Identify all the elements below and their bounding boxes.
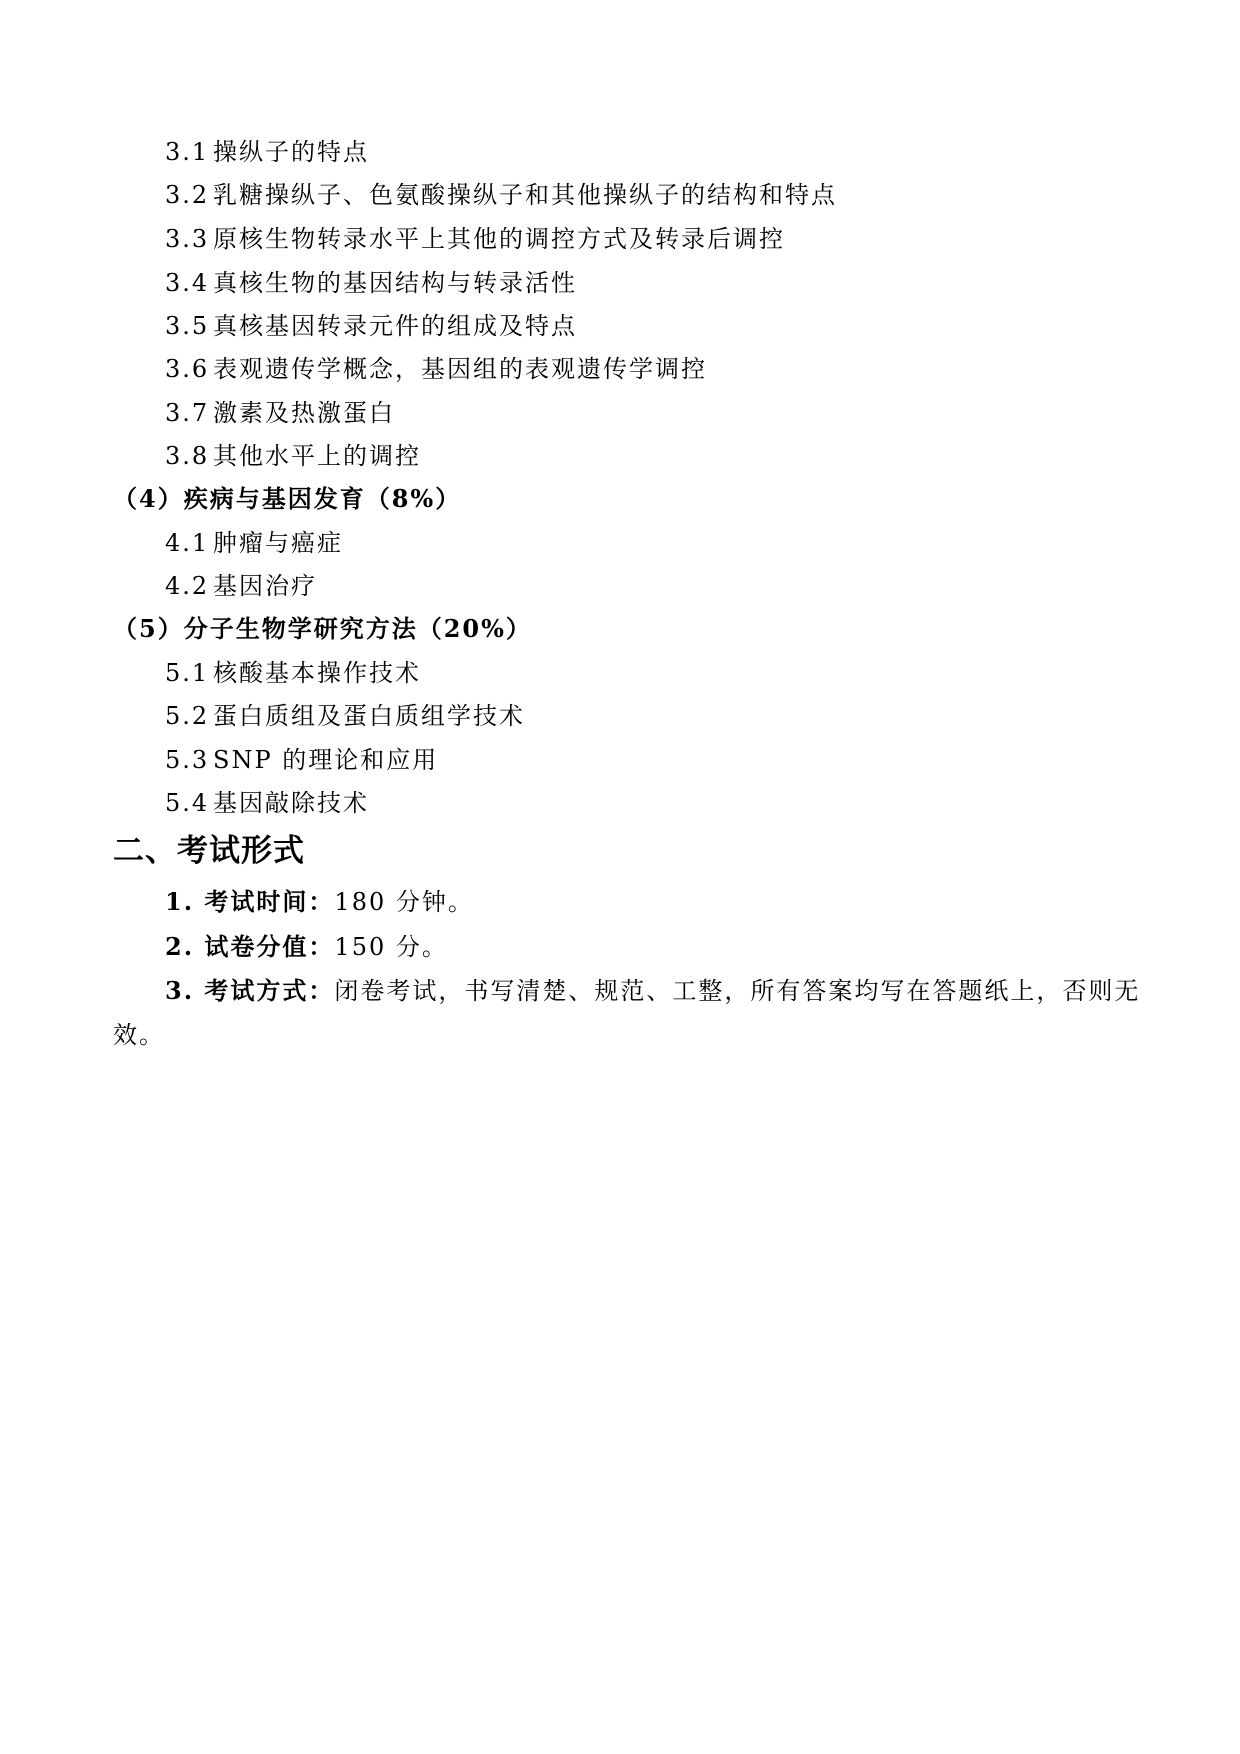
outline-item-5-3 <box>165 748 438 772</box>
exam-method-label: 3. 考试方式： <box>165 976 335 1005</box>
section-heading-4: （4）疾病与基因发育（8%） <box>113 484 462 513</box>
item-text: 基因敲除技术 <box>213 789 369 817</box>
exam-method-line <box>165 976 1141 1005</box>
item-text: 激素及热激蛋白 <box>213 399 395 427</box>
outline-item-4-2 <box>165 574 317 598</box>
item-text: 基因治疗 <box>213 572 317 600</box>
outline-item-3-2 <box>165 183 837 207</box>
item-number: 3.8 <box>165 442 210 470</box>
item-text: 原核生物转录水平上其他的调控方式及转录后调控 <box>213 225 785 253</box>
outline-item-3-1 <box>165 140 369 164</box>
outline-item-5-2 <box>165 704 525 728</box>
exam-time-line <box>165 887 474 916</box>
item-text: 肿瘤与癌症 <box>213 529 343 557</box>
item-text: 表观遗传学概念，基因组的表观遗传学调控 <box>213 355 707 383</box>
item-text: SNP 的理论和应用 <box>213 746 439 774</box>
item-number: 3.4 <box>165 269 210 297</box>
item-number: 3.5 <box>165 312 210 340</box>
outline-item-5-1 <box>165 661 421 685</box>
outline-item-3-5 <box>165 314 577 338</box>
exam-method-value: 闭卷考试，书写清楚、规范、工整，所有答案均写在答题纸上，否则无 <box>334 977 1141 1005</box>
item-text: 其他水平上的调控 <box>213 442 421 470</box>
item-number: 3.6 <box>165 355 210 383</box>
outline-item-3-8 <box>165 444 421 468</box>
exam-score-line <box>165 932 448 961</box>
outline-item-5-4 <box>165 791 369 815</box>
item-text: 操纵子的特点 <box>213 138 369 166</box>
exam-time-label: 1. 考试时间： <box>165 887 335 916</box>
exam-score-label: 2. 试卷分值： <box>165 932 335 961</box>
item-number: 5.4 <box>165 789 210 817</box>
section-heading-5: （5）分子生物学研究方法（20%） <box>113 614 532 643</box>
outline-item-4-1 <box>165 531 343 555</box>
item-text: 蛋白质组及蛋白质组学技术 <box>213 702 525 730</box>
item-text: 乳糖操纵子、色氨酸操纵子和其他操纵子的结构和特点 <box>213 181 837 209</box>
item-number: 3.1 <box>165 138 210 166</box>
exam-method-continuation: 效。 <box>113 1021 165 1049</box>
exam-time-value: 180 分钟。 <box>334 888 474 916</box>
item-number: 4.1 <box>165 529 210 557</box>
item-number: 3.2 <box>165 181 210 209</box>
outline-item-3-7 <box>165 401 395 425</box>
outline-item-3-6 <box>165 357 707 381</box>
item-number: 5.3 <box>165 746 210 774</box>
item-number: 3.7 <box>165 399 210 427</box>
item-text: 真核基因转录元件的组成及特点 <box>213 312 577 340</box>
exam-form-heading: 二、考试形式 <box>113 833 305 869</box>
item-text: 真核生物的基因结构与转录活性 <box>213 269 577 297</box>
outline-item-3-4 <box>165 271 577 295</box>
item-number: 3.3 <box>165 225 210 253</box>
item-number: 4.2 <box>165 572 210 600</box>
item-text: 核酸基本操作技术 <box>213 659 421 687</box>
item-number: 5.2 <box>165 702 210 730</box>
outline-item-3-3 <box>165 227 785 251</box>
item-number: 5.1 <box>165 659 210 687</box>
exam-score-value: 150 分。 <box>334 933 448 961</box>
